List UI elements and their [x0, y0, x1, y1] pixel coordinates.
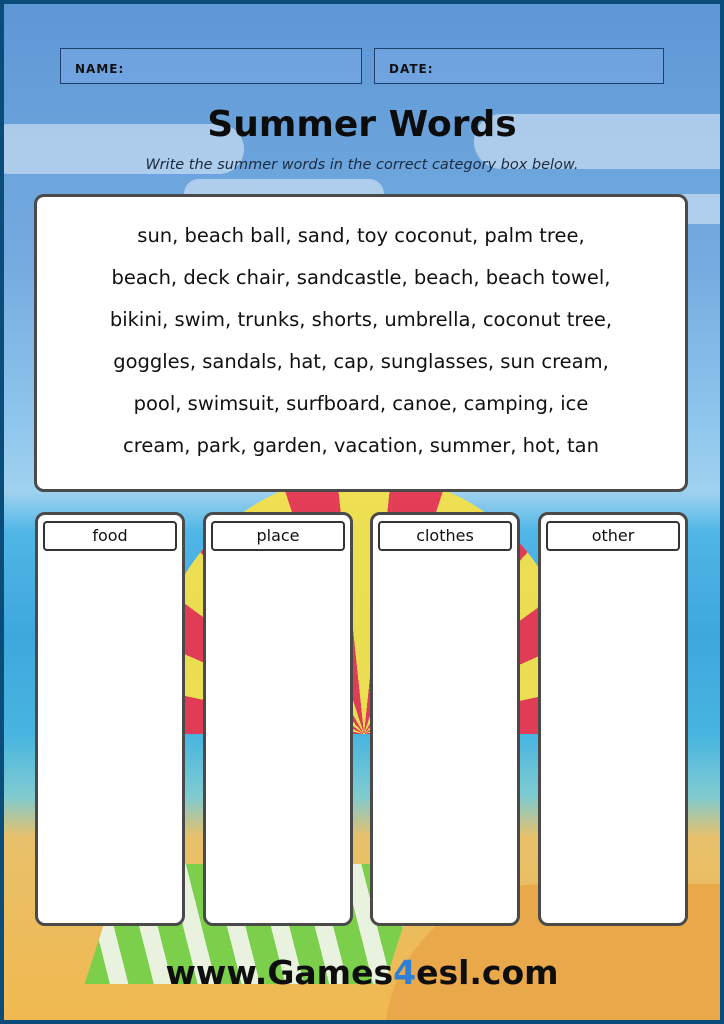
category-box-other[interactable]: [538, 512, 688, 926]
category-label: other: [546, 521, 680, 551]
footer-suffix: esl.com: [416, 953, 559, 992]
category-label: food: [43, 521, 177, 551]
word-bank-line: bikini, swim, trunks, shorts, umbrella, coconut tree,: [109, 308, 613, 331]
page-title: Summer Words: [207, 104, 517, 145]
word-bank-line: cream, park, garden, vacation, summer, hot, tan: [123, 434, 599, 457]
word-bank-line: beach, deck chair, sandcastle, beach, beach towel,: [111, 266, 611, 289]
category-box-clothes[interactable]: [370, 512, 520, 926]
instructions: Write the summer words in the correct category box below.: [145, 157, 579, 173]
date-label: DATE:: [389, 62, 434, 76]
footer-accent: 4: [393, 953, 417, 992]
category-box-place[interactable]: [203, 512, 353, 926]
category-label: clothes: [378, 521, 512, 551]
word-bank-line: pool, swimsuit, surfboard, canoe, camping, ice: [133, 392, 589, 415]
footer-prefix: www.Games: [165, 953, 394, 992]
date-field[interactable]: [374, 48, 664, 84]
name-field[interactable]: [60, 48, 362, 84]
word-bank-line: goggles, sandals, hat, cap, sunglasses, sun cream,: [113, 350, 609, 373]
name-label: NAME:: [75, 62, 125, 76]
word-bank-box: [34, 194, 688, 492]
website-footer: [0, 953, 724, 992]
category-label: place: [211, 521, 345, 551]
word-bank-line: sun, beach ball, sand, toy coconut, palm tree,: [137, 224, 585, 247]
category-box-food[interactable]: [35, 512, 185, 926]
